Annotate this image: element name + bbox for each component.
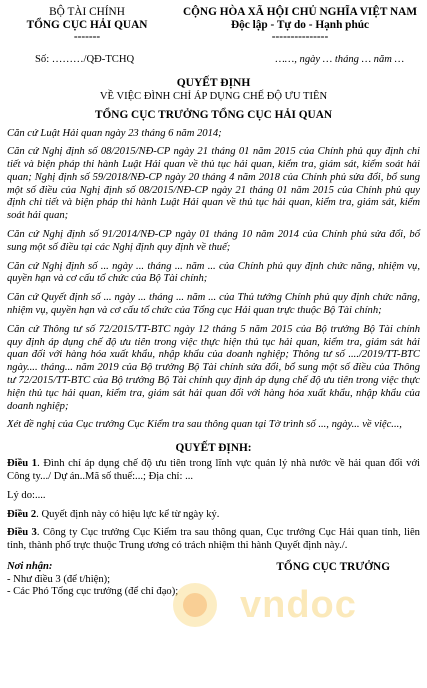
article-1: Điều 1. Đình chỉ áp dụng chế độ ưu tiên trong lĩnh vực quản lý nhà nước về hải quan đối với Công ty.../ Dự án..Mã số thuế:...; Địa chỉ: ... (7, 458, 420, 483)
article-3: Điều 3. Công ty Cục trưởng Cục Kiểm tra sau thông quan, Cục trưởng Cục Hải quan tỉnh, liên tỉnh, thành phố trực thuộc Trung ương có trách nhiệm thi hành Quyết định này./. (7, 527, 420, 552)
document-header (7, 6, 420, 44)
recipient-item: - Như điều 3 (để t/hiện); (7, 573, 111, 585)
article-2: Điều 2. Quyết định này có hiệu lực kể từ ngày ký. (7, 508, 220, 520)
legal-basis: Căn cứ Thông tư số 72/2015/TT-BTC ngày 12 tháng 5 năm 2015 của Bộ trưởng Bộ Tài chính quy định áp dụng chế độ ưu tiên trong việc thực hiện thủ tục hải quan, kiểm tra, giám sát hải quan đối với hàng hóa xuất khẩu, nhập khẩu của doanh nghiệp; Thông tư số ..../2019/TT-BTC ngày.... tháng... năm 2019 của Bộ trưởng Bộ Tài chính sửa đổi, bổ sung một số điều của Thông tư 72/2015/TT-BTC của Bộ trưởng Bộ Tài chính quy định áp dụng chế độ ưu tiên trong việc thực hiện thủ tục hải quan, kiểm tra, giám sát hải quan đối với hàng hóa xuất khẩu, nhập khẩu của doanh nghiệp; (7, 323, 420, 412)
article-reason: Lý do:.... (7, 489, 46, 501)
legal-basis: Căn cứ Quyết định số ... ngày ... tháng ... năm ... của Thủ tướng Chính phủ quy định chức năng, nhiệm vụ, quyền hạn và cơ cấu tổ chức của Tổng cục Hải quan trực thuộc Bộ Tài chính; (7, 292, 420, 317)
issuing-agency: BỘ TÀI CHÍNH TỔNG CỤC HẢI QUAN ------- (26, 6, 148, 43)
legal-basis: Xét đề nghị của Cục trưởng Cục Kiểm tra sau thông quan tại Tờ trình số ..., ngày... về việc..., (7, 419, 402, 431)
legal-basis: Căn cứ Luật Hải quan ngày 23 tháng 6 năm 2014; (7, 127, 222, 139)
legal-basis: Căn cứ Nghị định số 91/2014/NĐ-CP ngày 01 tháng 10 năm 2014 của Chính phủ sửa đổi, bổ sung một số điều tại các Nghị định quy định về thuế; (7, 229, 420, 253)
recipients-heading: Nơi nhận: (7, 561, 53, 573)
number-date-row (7, 54, 420, 65)
document-number: Số: ………/QĐ-TCHQ (35, 53, 135, 65)
legal-basis: Căn cứ Nghị định số ... ngày ... tháng ... năm ... của Chính phủ quy định chức năng, nhiệm vụ, quyền hạn và cơ cấu tổ chức của Bộ Tài chính; (7, 260, 420, 285)
document-title: QUYẾT ĐỊNH (176, 76, 251, 89)
decision-heading: QUYẾT ĐỊNH: (175, 442, 252, 455)
document-date: ……, ngày … tháng … năm … (275, 53, 404, 65)
recipients (7, 561, 178, 599)
watermark: vndoc (240, 584, 357, 626)
national-motto: CỘNG HÒA XÃ HỘI CHỦ NGHĨA VIỆT NAM Độc lập - Tự do - Hạnh phúc --------------- (182, 6, 418, 43)
watermark-logo-icon (168, 578, 222, 632)
legal-bases (7, 128, 420, 433)
signature-title: TỔNG CỤC TRƯỞNG (276, 561, 390, 574)
document-subject: VỀ VIỆC ĐÌNH CHỈ ÁP DỤNG CHẾ ĐỘ ƯU TIÊN (99, 90, 328, 102)
legal-basis: Căn cứ Nghị định số 08/2015/NĐ-CP ngày 21 tháng 01 năm 2015 của Chính phủ quy định chi tiết và biện pháp thi hành Luật Hải quan về thủ tục hải quan, kiểm tra, giám sát, kiểm soát hải quan; Nghị định số 59/2018/NĐ-CP ngày 20 tháng 4 năm 2018 của Chính phủ sửa đổi, bổ sung một số điều của Nghị định số 08/2015/NĐ-CP ngày 21 tháng 01 năm 2015 của Chính phủ quy định chi tiết và biện pháp thi hành Luật Hải quan về thủ tục hải quan, kiểm tra, giám sát, kiểm soát hải quan; (7, 146, 420, 222)
recipient-item: - Các Phó Tổng cục trưởng (để chỉ đạo); (7, 586, 179, 598)
issuing-authority: TỔNG CỤC TRƯỞNG TỔNG CỤC HẢI QUAN (94, 108, 333, 121)
